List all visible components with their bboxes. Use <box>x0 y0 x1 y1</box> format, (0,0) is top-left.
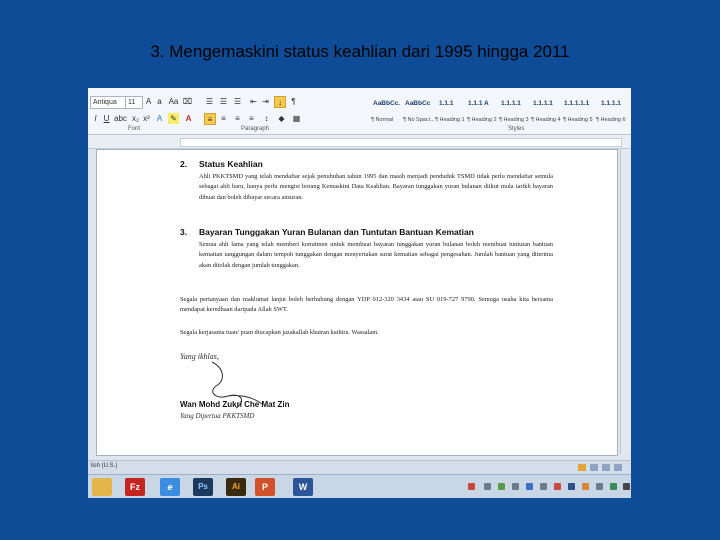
style-name[interactable]: ¶ No Spaci... <box>403 117 435 123</box>
language-status[interactable]: lish (U.S.) <box>91 463 118 469</box>
vertical-scrollbar[interactable] <box>620 149 631 454</box>
numbering-icon[interactable]: ☰ <box>219 97 228 106</box>
view-print-layout-icon[interactable] <box>578 464 586 471</box>
horizontal-ruler[interactable] <box>88 135 631 149</box>
subscript-icon[interactable]: x₂ <box>131 114 140 123</box>
tray-icon[interactable] <box>512 483 519 490</box>
signer-name: Wan Mohd Zukri Che Mat Zin <box>180 400 290 409</box>
shrink-font-icon[interactable]: a <box>157 97 162 106</box>
status-bar <box>88 460 631 475</box>
slide-title: 3. Mengemaskini status keahlian dari 1995 hingga 2011 <box>150 42 570 61</box>
show-hide-icon[interactable]: ¶ <box>291 97 296 106</box>
word-icon[interactable]: W <box>293 478 313 496</box>
bullets-icon[interactable]: ☰ <box>205 97 214 106</box>
filezilla-icon[interactable]: Fz <box>125 478 145 496</box>
increase-indent-icon[interactable]: ⇥ <box>262 97 269 106</box>
strikethrough-icon[interactable]: abc <box>114 114 127 123</box>
paragraph-group-label: Paragraph <box>241 126 270 132</box>
photoshop-icon[interactable]: Ps <box>193 478 213 496</box>
tray-icon[interactable] <box>610 483 617 490</box>
align-right-icon[interactable]: ≡ <box>235 114 240 123</box>
grow-font-icon[interactable]: A <box>145 97 152 106</box>
style-sample[interactable]: 1.1.1 A <box>468 100 489 107</box>
font-size-select[interactable]: 11 <box>125 96 143 109</box>
font-color-icon[interactable]: A <box>185 114 192 123</box>
text-effects-icon[interactable]: A <box>156 114 163 123</box>
font-group-label: Font <box>128 126 141 132</box>
style-name[interactable]: ¶ Heading 4 <box>531 117 561 123</box>
tray-icon[interactable] <box>623 483 630 490</box>
section-number: 2. <box>180 159 188 169</box>
styles-group-label: Styles <box>508 126 525 132</box>
justify-icon[interactable]: ≡ <box>249 114 254 123</box>
style-name[interactable]: ¶ Heading 5 <box>563 117 593 123</box>
section-heading: Bayaran Tunggakan Yuran Bulanan dan Tuntutan Bantuan Kematian <box>199 227 474 237</box>
style-name[interactable]: ¶ Heading 3 <box>499 117 529 123</box>
view-web-layout-icon[interactable] <box>602 464 610 471</box>
change-case-icon[interactable]: Aa <box>168 97 179 106</box>
view-full-screen-icon[interactable] <box>590 464 598 471</box>
shading-icon[interactable]: ◆ <box>278 114 285 123</box>
signer-role: Yang Dipertua PKKTSMD <box>180 412 255 420</box>
style-name[interactable]: ¶ Heading 2 <box>467 117 497 123</box>
illustrator-icon[interactable]: Ai <box>226 478 246 496</box>
tray-icon[interactable] <box>540 483 547 490</box>
style-name[interactable]: ¶ Heading 1 <box>435 117 465 123</box>
sort-icon[interactable]: ↓ <box>274 96 286 108</box>
closing-text: Yang ikhlas, <box>180 352 219 361</box>
section-body: Ahli PKKTSMD yang telah mendaftar sejak penubuhan tahun 1995 dan masih menjadi penduduk TSMD tidak perlu mendaftar semula sebagai ahli baru, hanya perlu mengisi borang Kemaskini Data Keahlian. Bayaran tunggakan yuran bulanan diikut mula tarikh bayaran dibuat dan boleh dibayar secara ansuran. <box>199 173 553 201</box>
tray-icon[interactable] <box>468 483 475 490</box>
tray-icon[interactable] <box>568 483 575 490</box>
style-sample[interactable]: 1.1.1.1 <box>601 100 621 107</box>
italic-icon[interactable]: I <box>94 114 97 123</box>
section-body: Semua ahli lama yang telah memberi komitmen untuk membuat bayaran tunggakan yuran bulanan boleh membuat tuntutan bantuan kematian tanggungan dalam tempoh tunggakan dengan menyertakan surat kematian sebagai pengesahan. Jumlah bantuan yang diterima akan ditolak dengan jumlah tunggakan. <box>199 241 553 269</box>
style-name[interactable]: ¶ Normal <box>371 117 394 123</box>
taskbar <box>88 474 631 498</box>
internet-explorer-icon[interactable]: e <box>160 478 180 496</box>
folder-icon[interactable] <box>92 478 112 496</box>
tray-icon[interactable] <box>582 483 589 490</box>
style-sample[interactable]: AaBbCc. <box>373 100 401 107</box>
font-name-select[interactable]: Antiqua <box>90 96 126 109</box>
powerpoint-icon[interactable]: P <box>255 478 275 496</box>
tray-icon[interactable] <box>596 483 603 490</box>
ribbon <box>88 88 631 135</box>
borders-icon[interactable]: ▦ <box>292 114 301 123</box>
line-spacing-icon[interactable]: ↕ <box>264 114 269 123</box>
style-sample[interactable]: 1.1.1.1 <box>501 100 521 107</box>
decrease-indent-icon[interactable]: ⇤ <box>250 97 257 106</box>
tray-icon[interactable] <box>526 483 533 490</box>
style-sample[interactable]: 1.1.1 <box>439 100 454 107</box>
tray-icon[interactable] <box>554 483 561 490</box>
word-window <box>88 88 631 498</box>
multilevel-list-icon[interactable]: ☰ <box>233 97 242 106</box>
style-name[interactable]: ¶ Heading 6 <box>596 117 626 123</box>
tray-icon[interactable] <box>498 483 505 490</box>
styles-gallery <box>368 92 631 126</box>
document-page[interactable] <box>96 149 618 456</box>
ruler-band <box>180 138 622 147</box>
tray-icon[interactable] <box>484 483 491 490</box>
align-center-icon[interactable]: ≡ <box>221 114 226 123</box>
underline-icon[interactable]: U <box>103 114 110 123</box>
thanks-paragraph: Segala kerjasama tuan/ puan diucapkan jazakallah khairan kathira. Wassalam. <box>180 329 379 336</box>
section-heading: Status Keahlian <box>199 159 263 169</box>
highlight-icon[interactable]: ✎ <box>168 113 179 124</box>
section-number: 3. <box>180 227 188 237</box>
superscript-icon[interactable]: x² <box>143 114 150 123</box>
style-sample[interactable]: 1.1.1.1.1 <box>564 100 590 107</box>
zoom-slider[interactable] <box>614 464 622 471</box>
clear-format-icon[interactable]: ⌧ <box>182 97 193 106</box>
contact-paragraph: Segala pertanyaan dan maklumat lanjut boleh berhubung dengan YDP 012-320 3434 atau SU 019-727 9790. Semoga usaha kita bersama mendapat keredhaan daripada Allah SWT. <box>180 296 553 314</box>
align-left-icon[interactable]: ≡ <box>204 113 216 125</box>
style-sample[interactable]: 1.1.1.1 <box>533 100 553 107</box>
style-sample[interactable]: AaBbCc <box>405 100 431 107</box>
